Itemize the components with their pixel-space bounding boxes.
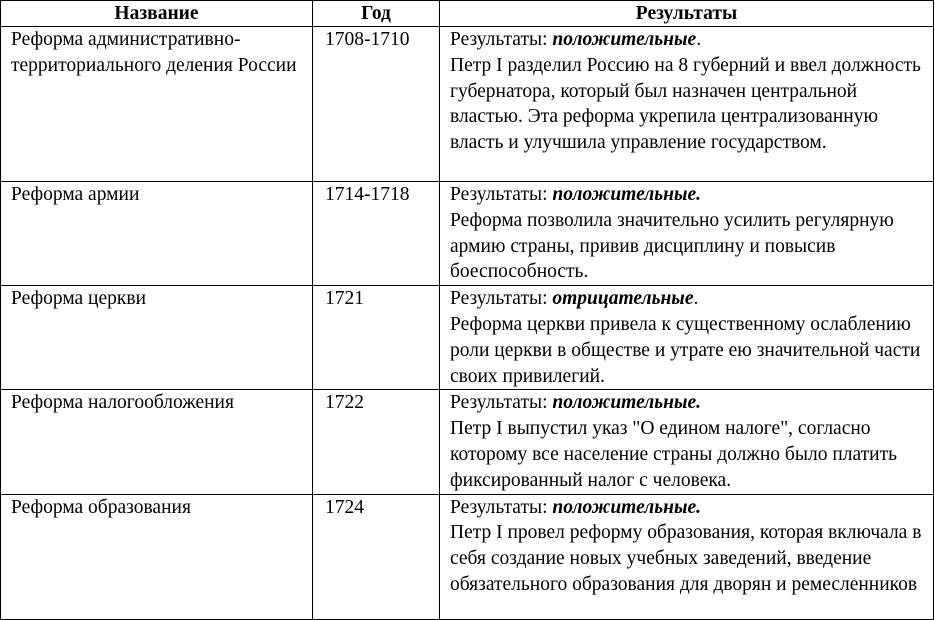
table-row	[1, 494, 934, 619]
reform-year: 1721	[313, 286, 440, 390]
reform-name: Реформа налогообложения	[1, 390, 313, 494]
reform-results	[440, 27, 934, 182]
results-description: Реформа церкви привела к существенному ослаблению роли церкви в обществе и утрате ею значительной части своих привилегий.	[450, 313, 921, 387]
results-verdict: положительные.	[552, 496, 702, 518]
results-label: Результаты:	[450, 288, 553, 310]
reform-name: Реформа церкви	[1, 286, 313, 390]
reform-results	[440, 182, 934, 286]
reform-results	[440, 494, 934, 619]
reform-year: 1722	[313, 390, 440, 494]
reform-name: Реформа образования	[1, 494, 313, 619]
results-description: Петр I выпустил указ "О едином налоге", согласно которому все население страны должно было платить фиксированный налог с человека.	[450, 418, 898, 491]
results-label: Результаты:	[450, 29, 553, 50]
header-results: Результаты	[440, 1, 934, 27]
results-verdict: положительные.	[552, 392, 702, 414]
results-label: Результаты:	[450, 496, 553, 518]
reform-year: 1708-1710	[313, 27, 440, 182]
header-year: Год	[313, 1, 440, 27]
table-row	[1, 390, 934, 494]
reform-year: 1724	[313, 494, 440, 619]
header-name: Название	[1, 1, 313, 27]
results-verdict-end: .	[693, 288, 699, 310]
results-verdict: отрицательные	[552, 288, 694, 310]
results-label: Результаты:	[450, 184, 553, 205]
results-label: Результаты:	[450, 392, 553, 414]
table-header-row	[1, 1, 934, 27]
results-description: Петр I провел реформу образования, которая включала в себя создание новых учебных заведений, введение обязательного образования для дворян и ремесленников	[450, 522, 922, 595]
reform-name: Реформа армии	[1, 182, 313, 286]
reform-year: 1714-1718	[313, 182, 440, 286]
table-row	[1, 182, 934, 286]
results-verdict: положительные	[552, 29, 697, 50]
reform-name: Реформа административно-территориального деления России	[1, 27, 313, 182]
table-row	[1, 27, 934, 182]
results-verdict-end: .	[696, 29, 702, 50]
reform-results	[440, 390, 934, 494]
results-description: Реформа позволила значительно усилить регулярную армию страны, привив дисциплину и повысив боеспособность.	[450, 209, 894, 283]
results-verdict: положительные.	[552, 184, 702, 205]
results-description: Петр I разделил Россию на 8 губерний и ввел должность губернатора, который был назначен центральной властью. Эта реформа укрепила централизованную власть и улучшила управление государством.	[450, 54, 921, 154]
reform-results	[440, 286, 934, 390]
table-row	[1, 286, 934, 390]
